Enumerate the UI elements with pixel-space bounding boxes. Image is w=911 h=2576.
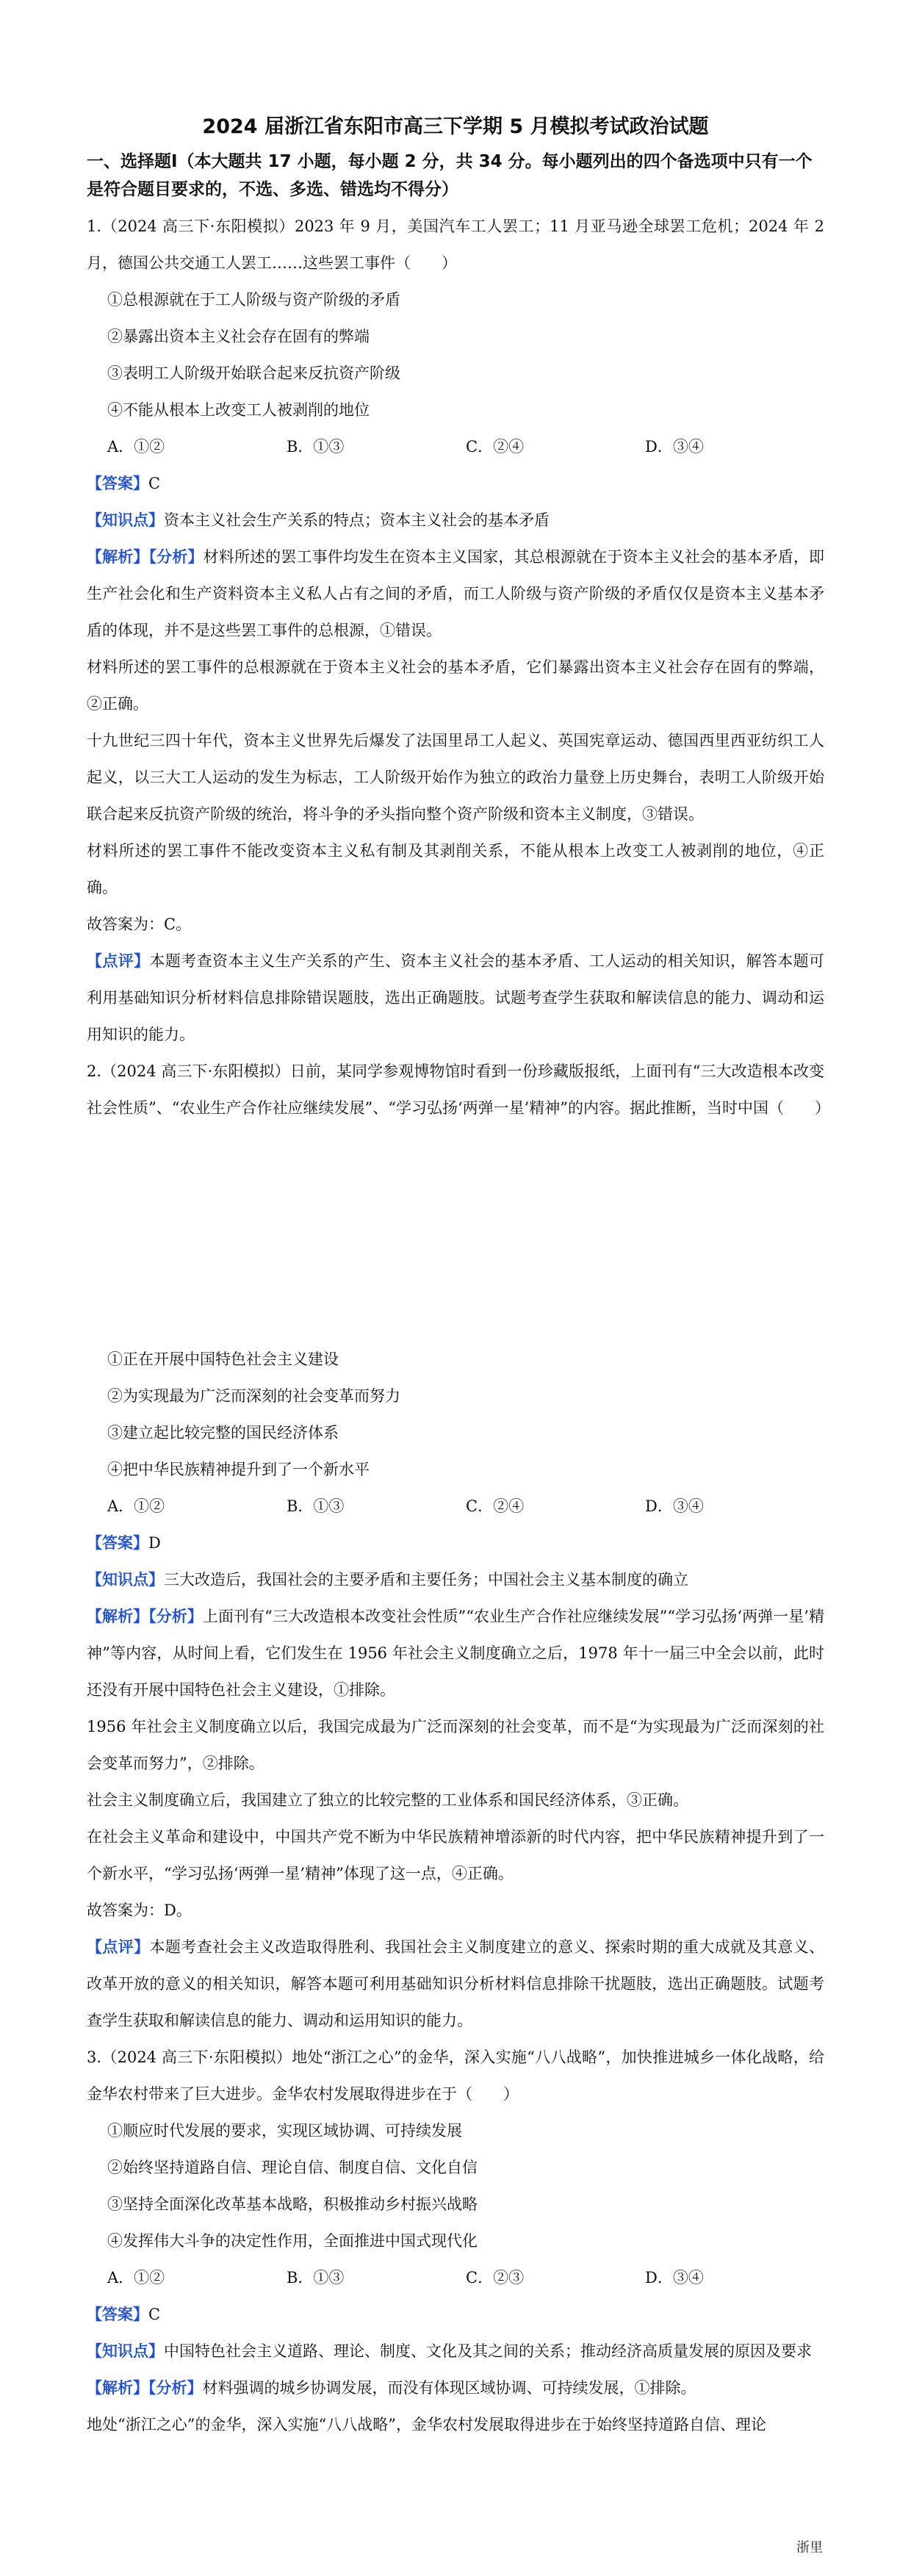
option: ④把中华民族精神提升到了一个新水平 [107,1461,370,1478]
choice-d: D．③④ [645,2269,704,2287]
analysis-text: 材料强调的城乡协调发展，而没有体现区域协调、可持续发展，①排除。 [202,2379,696,2397]
answer-label: 【答案】 [87,1533,148,1552]
analysis-para [87,1598,824,1708]
knowledge-label: 【知识点】 [87,2342,164,2360]
analysis-sub-label: 【分析】 [148,2378,203,2397]
page-footer: 浙里 [796,2540,823,2555]
choice-b: B．①③ [287,438,345,456]
analysis-para: 社会主义制度确立后，我国建立了独立的比较完整的工业体系和国民经济体系，③正确。 [87,1791,688,1809]
choice-c: C．②④ [466,1497,525,1515]
option: ④发挥伟大斗争的决定性作用，全面推进中国式现代化 [107,2232,478,2250]
analysis-para: 故答案为：C。 [87,915,192,933]
option: ①总根源就在于工人阶级与资产阶级的矛盾 [107,291,400,309]
analysis-text: 材料所述的罢工事件均发生在资本主义国家，其总根源就在于资本主义社会的基本矛盾，即生产社会化和生产资料资本主义私人占有之间的矛盾，而工人阶级与资产阶级的矛盾仅仅是资本主义基本矛盾的体现，并不是这些罢工事件的总根源，①错误。 [87,548,825,639]
knowledge-label: 【知识点】 [87,511,164,529]
analysis-para: 在社会主义革命和建设中，中国共产党不断为中华民族精神增添新的时代内容，把中华民族精神提升到了一个新水平，“学习弘扬‘两弹一星’精神”体现了这一点，④正确。 [87,1828,824,1882]
analysis-para: 材料所述的罢工事件的总根源就在于资本主义社会的基本矛盾，它们暴露出资本主义社会存在固有的弊端，②正确。 [87,658,824,713]
comment-para [87,1929,824,2039]
choice-row [87,428,824,465]
analysis-para: 故答案为：D。 [87,1902,192,1919]
answer-value: C [148,475,161,492]
analysis-label: 【解析】 [87,547,149,566]
comment-label: 【点评】 [87,951,150,970]
choice-a: A．①② [107,2269,165,2287]
knowledge-text: 中国特色社会主义道路、理论、制度、文化及其之间的关系；推动经济高质量发展的原因及要求 [164,2342,812,2360]
analysis-para: 材料所述的罢工事件不能改变资本主义私有制及其剥削关系，不能从根本上改变工人被剥削的地位，④正确。 [87,842,824,896]
choice-c: C．②④ [466,438,525,456]
analysis-para [87,539,824,649]
answer-label: 【答案】 [87,2305,148,2323]
option: ①顺应时代发展的要求，实现区域协调、可持续发展 [107,2122,462,2140]
choice-row [87,2259,824,2296]
analysis-para: 1956 年社会主义制度确立以后，我国完成最为广泛而深刻的社会变革，而不是“为实现最为广泛而深刻的社会变革而努力”，②排除。 [87,1718,824,1772]
option: ③坚持全面深化改革基本战略，积极推动乡村振兴战略 [107,2195,478,2213]
knowledge-label: 【知识点】 [87,1570,164,1589]
option: ②暴露出资本主义社会存在固有的弊端 [107,328,370,345]
choice-c: C．②③ [466,2269,525,2287]
answer-line [87,1525,824,1561]
blank-image-area [87,1126,824,1341]
answer-label: 【答案】 [87,474,148,492]
answer-value: C [148,2306,161,2323]
knowledge-text: 三大改造后，我国社会的主要矛盾和主要任务；中国社会主义基本制度的确立 [164,1571,688,1589]
option: ③建立起比较完整的国民经济体系 [107,1424,339,1442]
choice-a: A．①② [107,1497,165,1515]
question-3 [87,2039,824,2443]
question-stem: 3.（2024 高三下·东阳模拟）地处“浙江之心”的金华，深入实施“八八战略”，加快推进城乡一体化战略，给金华农村带来了巨大进步。金华农村发展取得进步在于（ ） [87,2048,824,2103]
analysis-para: 十九世纪三四十年代，资本主义世界先后爆发了法国里昂工人起义、英国宪章运动、德国西里西亚纺织工人起义，以三大工人运动的发生为标志，工人阶级开始作为独立的政治力量登上历史舞台，表明工人阶级开始联合起来反抗资产阶级的统治，将斗争的矛头指向整个资产阶级和资本主义制度，③错误。 [87,732,824,823]
option: ③表明工人阶级开始联合起来反抗资产阶级 [107,364,400,382]
answer-line [87,465,824,502]
knowledge-line [87,1561,824,1598]
choice-row [87,1488,824,1525]
question-2 [87,1053,831,2039]
choice-b: B．①③ [287,2269,345,2287]
choice-d: D．③④ [645,1497,704,1515]
comment-text: 本题考查社会主义改造取得胜利、我国社会主义制度建立的意义、探索时期的重大成就及其意义、改革开放的意义的相关知识，解答本题可利用基础知识分析材料信息排除干扰题肢，选出正确题肢。试题考查学生获取和解读信息的能力、调动和运用知识的能力。 [87,1938,825,2029]
option: ②始终坚持道路自信、理论自信、制度自信、文化自信 [107,2159,478,2176]
analysis-text: 上面刊有“三大改造根本改变社会性质”“农业生产合作社应继续发展”“学习弘扬‘两弹一星’精神”等内容，从时间上看，它们发生在 1956 年社会主义制度确立之后，1978 年十一届三中全会以前，此时还没有开展中国特色社会主义建设，①排除。 [87,1608,824,1699]
option: ①正在开展中国特色社会主义建设 [107,1350,339,1368]
analysis-para: 地处“浙江之心”的金华，深入实施“八八战略”，金华农村发展取得进步在于始终坚持道路自信、理论 [87,2416,766,2433]
comment-text: 本题考查资本主义生产关系的产生、资本主义社会的基本矛盾、工人运动的相关知识，解答本题可利用基础知识分析材料信息排除错误题肢，选出正确题肢。试题考查学生获取和解读信息的能力、调动和运用知识的能力。 [87,952,825,1043]
analysis-sub-label: 【分析】 [148,1607,203,1625]
analysis-label: 【解析】 [87,1607,149,1625]
comment-label: 【点评】 [87,1938,150,1956]
question-stem: 1.（2024 高三下·东阳模拟）2023 年 9 月，美国汽车工人罢工；11 月亚马逊全球罢工危机；2024 年 2 月，德国公共交通工人罢工……这些罢工事件（ ） [87,217,824,272]
option: ④不能从根本上改变工人被剥削的地位 [107,401,370,419]
analysis-label: 【解析】 [87,2378,148,2397]
section-heading: 一、选择题Ⅰ（本大题共 17 小题，每小题 2 分，共 34 分。每小题列出的四个备选项中只有一个是符合题目要求的，不选、多选、错选均不得分） [87,152,813,199]
knowledge-line [87,2333,824,2370]
knowledge-line [87,502,824,539]
comment-para [87,943,824,1053]
answer-value: D [148,1534,161,1552]
choice-d: D．③④ [645,438,704,456]
page-title: 2024 届浙江省东阳市高三下学期 5 月模拟考试政治试题 [202,115,709,138]
choice-a: A．①② [107,438,165,456]
document-page [87,110,831,2443]
answer-line [87,2296,824,2333]
knowledge-text: 资本主义社会生产关系的特点；资本主义社会的基本矛盾 [164,511,550,529]
choice-b: B．①③ [287,1497,345,1515]
option: ②为实现最为广泛而深刻的社会变革而努力 [107,1387,400,1405]
question-1 [87,208,824,1053]
question-stem: 2.（2024 高三下·东阳模拟）日前，某同学参观博物馆时看到一份珍藏版报纸，上面刊有“三大改造根本改变社会性质”、“农业生产合作社应继续发展”、“学习弘扬‘两弹一星’精神”的内容。据此推断，当时中国（ ） [87,1062,831,1117]
analysis-sub-label: 【分析】 [148,547,204,566]
analysis-para [87,2370,824,2406]
